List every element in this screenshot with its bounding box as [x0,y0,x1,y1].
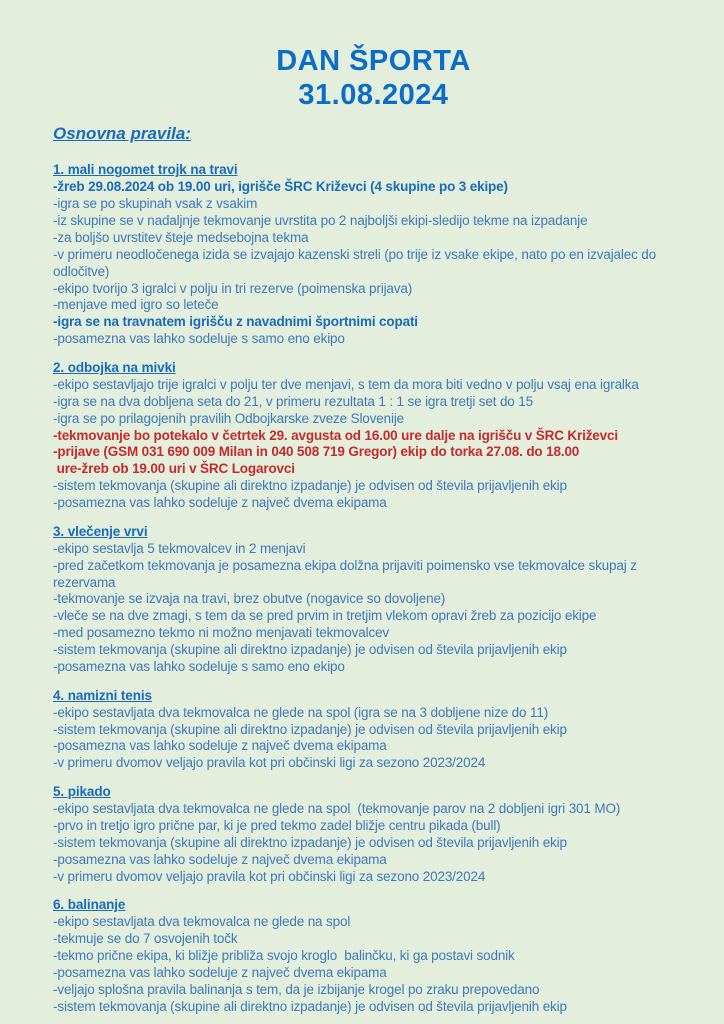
section-balinanje [53,897,694,1015]
rule-line: -ekipo sestavljata dva tekmovalca ne glede na spol (igra se na 3 dobljene nize do 11) [53,704,549,720]
rule-line: -igra se po prilagojenih pravilih Odbojkarske zveze Slovenije [53,410,405,426]
rule-line: -sistem tekmovanja (skupine ali direktno izpadanje) je odvisen od števila prijavljenih ekip [53,478,567,494]
rule-line: -za boljšo uvrstitev šteje medsebojna tekma [53,229,309,245]
rule-line: -tekmuje se do 7 osvojenih točk [53,931,238,947]
rule-line: -prijave (GSM 031 690 009 Milan in 040 508 719 Gregor) ekip do torka 27.08. do 18.00 [53,444,580,460]
rule-line: -žreb 29.08.2024 ob 19.00 uri, igrišče ŠRC Križevci (4 skupine po 3 ekipe) [53,179,508,195]
rule-line: -ekipo sestavljata dva tekmovalca ne glede na spol (tekmovanje parov na 2 dobljeni igri 301 MO) [53,801,621,817]
rule-line: -igra se na travnatem igrišču z navadnimi športnimi copati [53,314,418,330]
section-odbojka-na-mivki [53,360,694,512]
section-heading-pikado: 5. pikado [53,784,111,800]
subtitle-basic-rules: Osnovna pravila: [53,124,191,144]
rule-line: -iz skupine se v nadaljnje tekmovanje uvrstita po 2 najboljši ekipi-sledijo tekme na izpadanje [53,213,588,229]
sections-container [53,162,694,1015]
rule-line: -med posamezno tekmo ni možno menjavati tekmovalcev [53,625,390,641]
rule-line: -tekmo prične ekipa, ki bližje približa svojo kroglo balinčku, ki ga postavi sodnik [53,948,515,964]
section-heading-mali-nogomet-trojk: 1. mali nogomet trojk na travi [53,162,238,178]
rule-line: ure-žreb ob 19.00 uri v ŠRC Logarovci [53,461,295,477]
rule-line: -ekipo tvorijo 3 igralci v polju in tri rezerve (poimenska prijava) [53,280,413,296]
rule-line: -ekipo sestavljajo trije igralci v polju ter dve menjavi, s tem da mora biti vedno v polju vsaj ena igralka [53,376,639,392]
page-title [53,44,694,112]
rule-line: -igra se na dva dobljena seta do 21, v primeru rezultata 1 : 1 se igra tretji set do 15 [53,393,533,409]
section-heading-vlecenje-vrvi: 3. vlečenje vrvi [53,523,148,539]
rule-line: -pred začetkom tekmovanja je posamezna ekipa dolžna prijaviti poimensko vse tekmovalce skupaj z rezervama [53,557,641,590]
rule-line: -v primeru neodločenega izida se izvajajo kazenski streli (po trije iz vsake ekipe, nato po en izvajalec do odločitve) [53,246,660,279]
page-title-line1: DAN ŠPORTA [276,45,471,77]
section-vlecenje-vrvi [53,524,694,676]
rule-line: -menjave med igro so leteče [53,297,219,313]
page-title-line2: 31.08.2024 [298,79,449,112]
rule-line: -igra se po skupinah vsak z vsakim [53,196,258,212]
rule-line: -posamezna vas lahko sodeluje s samo eno ekipo [53,331,345,347]
rule-line: -v primeru dvomov veljajo pravila kot pri občinski ligi za sezono 2023/2024 [53,868,486,884]
rule-line: -sistem tekmovanja (skupine ali direktno izpadanje) je odvisen od števila prijavljenih ekip [53,642,567,658]
rule-line: -veljajo splošna pravila balinanja s tem, da je izbijanje krogel po zraku prepovedano [53,981,540,997]
rule-line: -sistem tekmovanja (skupine ali direktno izpadanje) je odvisen od števila prijavljenih ekip [53,834,567,850]
section-mali-nogomet-trojk [53,162,694,348]
rule-line: -sistem tekmovanja (skupine ali direktno izpadanje) je odvisen od števila prijavljenih ekip [53,998,567,1014]
rule-line: -sistem tekmovanja (skupine ali direktno izpadanje) je odvisen od števila prijavljenih ekip [53,721,567,737]
rule-line: -ekipo sestavlja 5 tekmovalcev in 2 menjavi [53,540,306,556]
section-pikado [53,784,694,885]
section-heading-balinanje: 6. balinanje [53,897,126,913]
rule-line: -posamezna vas lahko sodeluje s samo eno ekipo [53,658,345,674]
rule-line: -posamezna vas lahko sodeluje z največ dvema ekipama [53,738,387,754]
rule-line: -tekmovanje bo potekalo v četrtek 29. avgusta od 16.00 ure dalje na igrišču v ŠRC Križevci [53,427,618,443]
rule-line: -posamezna vas lahko sodeluje z največ dvema ekipama [53,851,387,867]
rule-line: -posamezna vas lahko sodeluje z največ dvema ekipama [53,964,387,980]
rule-line: -prvo in tretjo igro prične par, ki je pred tekmo zadel bližje centru pikada (bull) [53,817,501,833]
rule-line: -tekmovanje se izvaja na travi, brez obutve (nogavice so dovoljene) [53,591,446,607]
rule-line: -v primeru dvomov veljajo pravila kot pri občinski ligi za sezono 2023/2024 [53,755,486,771]
section-heading-odbojka-na-mivki: 2. odbojka na mivki [53,360,176,376]
rule-line: -posamezna vas lahko sodeluje z največ dvema ekipama [53,495,387,511]
rule-line: -vleče se na dve zmagi, s tem da se pred prvim in tretjim vlekom opravi žreb za pozicijo ekipe [53,608,597,624]
section-heading-namizni-tenis: 4. namizni tenis [53,687,152,703]
section-namizni-tenis [53,688,694,772]
rule-line: -ekipo sestavljata dva tekmovalca ne glede na spol [53,914,351,930]
